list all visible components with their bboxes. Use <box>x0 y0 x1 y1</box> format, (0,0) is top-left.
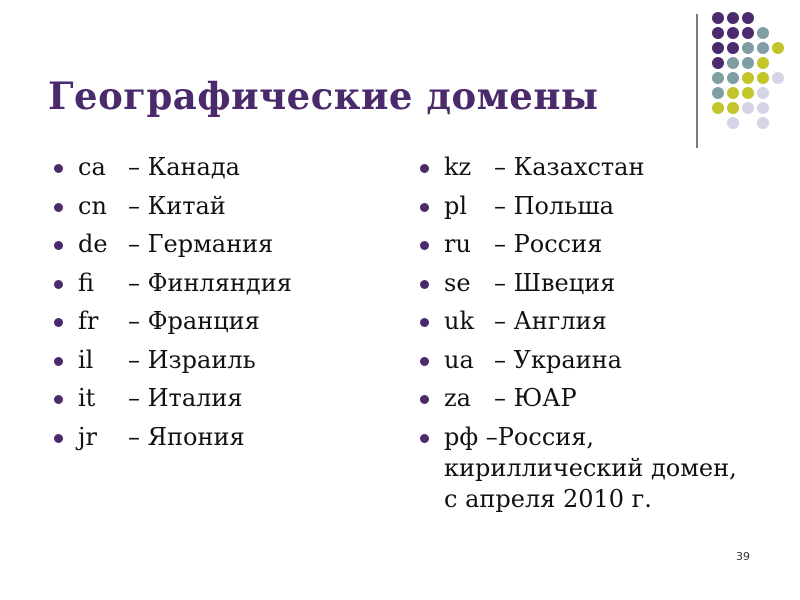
bullet-icon <box>420 357 429 366</box>
country-name: – ЮАР <box>494 384 577 412</box>
list-item <box>420 345 750 384</box>
decor-dot <box>757 117 769 129</box>
list-item <box>54 345 394 384</box>
domain-code: fi <box>78 268 95 297</box>
domain-code: se <box>444 268 471 297</box>
country-name: – Канада <box>128 153 240 181</box>
list-item <box>54 306 394 345</box>
decorative-dot-grid <box>0 0 800 140</box>
decor-dot <box>727 72 739 84</box>
decor-dot <box>742 87 754 99</box>
bullet-icon <box>54 203 63 212</box>
bullet-icon <box>420 280 429 289</box>
decor-dot <box>742 42 754 54</box>
vertical-divider <box>696 14 698 148</box>
country-name: – Германия <box>128 230 274 258</box>
domain-code: il <box>78 345 94 374</box>
decor-dot <box>727 42 739 54</box>
cyrillic-domain-text: рф –Россия, кириллический домен, с апреля 2010 г. <box>444 422 737 513</box>
country-name: – Россия <box>494 230 603 258</box>
decor-dot <box>757 42 769 54</box>
decor-dot <box>712 72 724 84</box>
decor-dot <box>712 87 724 99</box>
domain-code: za <box>444 384 471 412</box>
domain-code: ua <box>444 345 474 374</box>
decor-dot <box>727 27 739 39</box>
bullet-icon <box>420 434 429 443</box>
decor-dot <box>712 102 724 114</box>
decor-dot <box>757 27 769 39</box>
list-item <box>420 229 750 268</box>
decor-dot <box>712 27 724 39</box>
decor-dot <box>712 42 724 54</box>
decor-dot <box>757 57 769 69</box>
decor-dot <box>757 87 769 99</box>
country-name: – Япония <box>128 422 245 451</box>
list-item <box>420 152 750 191</box>
list-item <box>420 268 750 307</box>
country-name: – Франция <box>128 307 260 335</box>
domain-code: kz <box>444 153 472 181</box>
bullet-icon <box>54 434 63 443</box>
list-item <box>54 152 394 191</box>
list-item <box>54 383 394 422</box>
bullet-icon <box>54 241 63 250</box>
domain-code: uk <box>444 307 474 335</box>
decor-dot <box>727 12 739 24</box>
decor-dot <box>757 72 769 84</box>
bullet-icon <box>54 395 63 404</box>
decor-dot <box>742 12 754 24</box>
bullet-icon <box>420 395 429 404</box>
domain-code: fr <box>78 307 99 335</box>
page-number: 39 <box>736 550 750 563</box>
list-item <box>54 191 394 230</box>
decor-dot <box>727 117 739 129</box>
bullet-icon <box>54 357 63 366</box>
decor-dot <box>757 102 769 114</box>
domain-code: ru <box>444 230 471 258</box>
list-item <box>54 229 394 268</box>
country-name: – Италия <box>128 384 243 412</box>
list-item <box>420 306 750 345</box>
country-name: – Финляндия <box>128 268 292 297</box>
list-item <box>420 191 750 230</box>
decor-dot <box>727 87 739 99</box>
bullet-icon <box>54 318 63 327</box>
domain-code: pl <box>444 191 468 220</box>
bullet-icon <box>420 203 429 212</box>
bullet-icon <box>420 318 429 327</box>
decor-dot <box>742 27 754 39</box>
left-domain-list <box>54 152 394 460</box>
decor-dot <box>742 72 754 84</box>
list-item-cyrillic-domain <box>420 422 750 515</box>
bullet-icon <box>54 280 63 289</box>
decor-dot <box>727 57 739 69</box>
decor-dot <box>742 57 754 69</box>
list-item <box>54 268 394 307</box>
bullet-icon <box>54 164 63 173</box>
country-name: – Украина <box>494 345 622 374</box>
decor-dot <box>772 72 784 84</box>
bullet-icon <box>420 164 429 173</box>
domain-code: cn <box>78 191 107 220</box>
country-name: – Израиль <box>128 345 256 374</box>
list-item <box>54 422 394 461</box>
country-name: – Швеция <box>494 268 616 297</box>
slide-title: Географические домены <box>48 74 599 118</box>
country-name: – Китай <box>128 191 226 220</box>
decor-dot <box>727 102 739 114</box>
country-name: – Польша <box>494 191 614 220</box>
bullet-icon <box>420 241 429 250</box>
domain-code: de <box>78 230 108 258</box>
decor-dot <box>742 102 754 114</box>
decor-dot <box>712 57 724 69</box>
domain-code: ca <box>78 153 106 181</box>
domain-code: jr <box>78 422 97 451</box>
right-domain-list <box>420 152 750 515</box>
domain-code: it <box>78 384 96 412</box>
country-name: – Казахстан <box>494 153 645 181</box>
list-item <box>420 383 750 422</box>
decor-dot <box>772 42 784 54</box>
decor-dot <box>712 12 724 24</box>
country-name: – Англия <box>494 307 607 335</box>
